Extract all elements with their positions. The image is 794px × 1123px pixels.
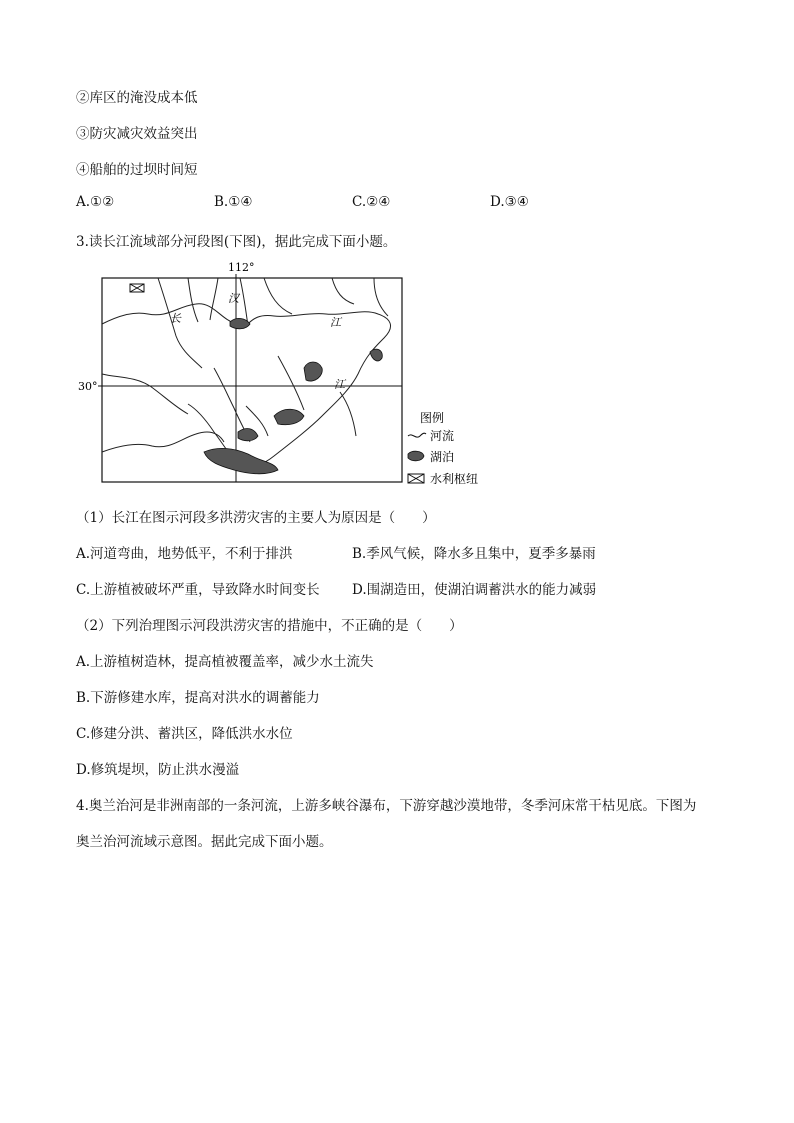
legend-hub: 水利枢纽	[430, 472, 479, 486]
q3-sub1-option-c: C.上游植被破坏严重，导致降水时间变长	[76, 582, 320, 598]
q3-sub2-stem: （2）下列治理图示河段洪涝灾害的措施中，不正确的是（ ）	[76, 618, 463, 634]
label-jiang-1: 江	[330, 316, 341, 329]
lake-3	[274, 409, 304, 424]
q2-option-d: D.③④	[490, 194, 529, 210]
river-h	[102, 432, 224, 452]
q3-sub2-option-b: B.下游修建水库，提高对洪水的调蓄能力	[76, 690, 320, 706]
hydro-hub	[130, 284, 144, 292]
q3-stem: 3.读长江流域部分河段图(下图)，据此完成下面小题。	[76, 234, 397, 250]
legend-river: 河流	[430, 429, 455, 443]
option-2-line: ②库区的淹没成本低	[76, 90, 198, 106]
river-g	[102, 374, 188, 414]
map-frame	[102, 278, 402, 482]
river-d	[264, 278, 292, 314]
legend	[408, 410, 478, 486]
legend-river-symbol	[408, 433, 426, 437]
legend-lake: 湖泊	[430, 450, 455, 464]
q3-sub1-option-a: A.河道弯曲，地势低平，不利于排洪	[76, 546, 293, 562]
lake-5	[370, 349, 382, 361]
river-e	[332, 278, 354, 304]
q2-option-b: B.①④	[214, 194, 253, 210]
option-3-line: ③防灾减灾效益突出	[76, 126, 198, 142]
label-chang: 长	[170, 312, 181, 325]
lat-label: 30°	[78, 380, 98, 393]
q2-option-a: A.①②	[76, 194, 115, 210]
q3-sub1-option-d: D.围湖造田，使湖泊调蓄洪水的能力减弱	[352, 582, 597, 598]
q3-sub2-option-a: A.上游植树造林，提高植被覆盖率，减少水土流失	[76, 654, 374, 670]
lake-4	[238, 429, 258, 441]
legend-title: 图例	[420, 411, 445, 425]
q3-sub2-option-c: C.修建分洪、蓄洪区，降低洪水水位	[76, 726, 293, 742]
legend-lake-symbol	[408, 451, 424, 461]
lon-label: 112°	[228, 261, 255, 274]
river-l	[340, 392, 356, 436]
q2-option-c: C.②④	[352, 194, 391, 210]
river-k	[278, 356, 304, 410]
option-4-line: ④船舶的过坝时间短	[76, 162, 198, 178]
q4-stem-line-2: 奥兰治河流域示意图。据此完成下面小题。	[76, 834, 333, 850]
q3-sub1-stem: （1）长江在图示河段多洪涝灾害的主要人为原因是（ ）	[76, 510, 436, 526]
lakes	[204, 318, 382, 473]
q3-sub2-option-d: D.修筑堤坝，防止洪水漫溢	[76, 762, 240, 778]
lake-2	[304, 362, 322, 381]
q4-stem-line-1: 4.奥兰治河是非洲南部的一条河流，上游多峡谷瀑布，下游穿越沙漠地带，冬季河床常干枯见底。下图为	[76, 798, 697, 814]
river-f	[374, 278, 388, 316]
q3-sub1-option-b: B.季风气候，降水多且集中，夏季多暴雨	[352, 546, 596, 562]
river-c	[210, 278, 218, 320]
label-han: 汉	[228, 292, 239, 305]
label-jiang-2: 江	[334, 378, 345, 391]
river-b	[188, 278, 198, 322]
yangtze-river-map	[78, 256, 498, 490]
